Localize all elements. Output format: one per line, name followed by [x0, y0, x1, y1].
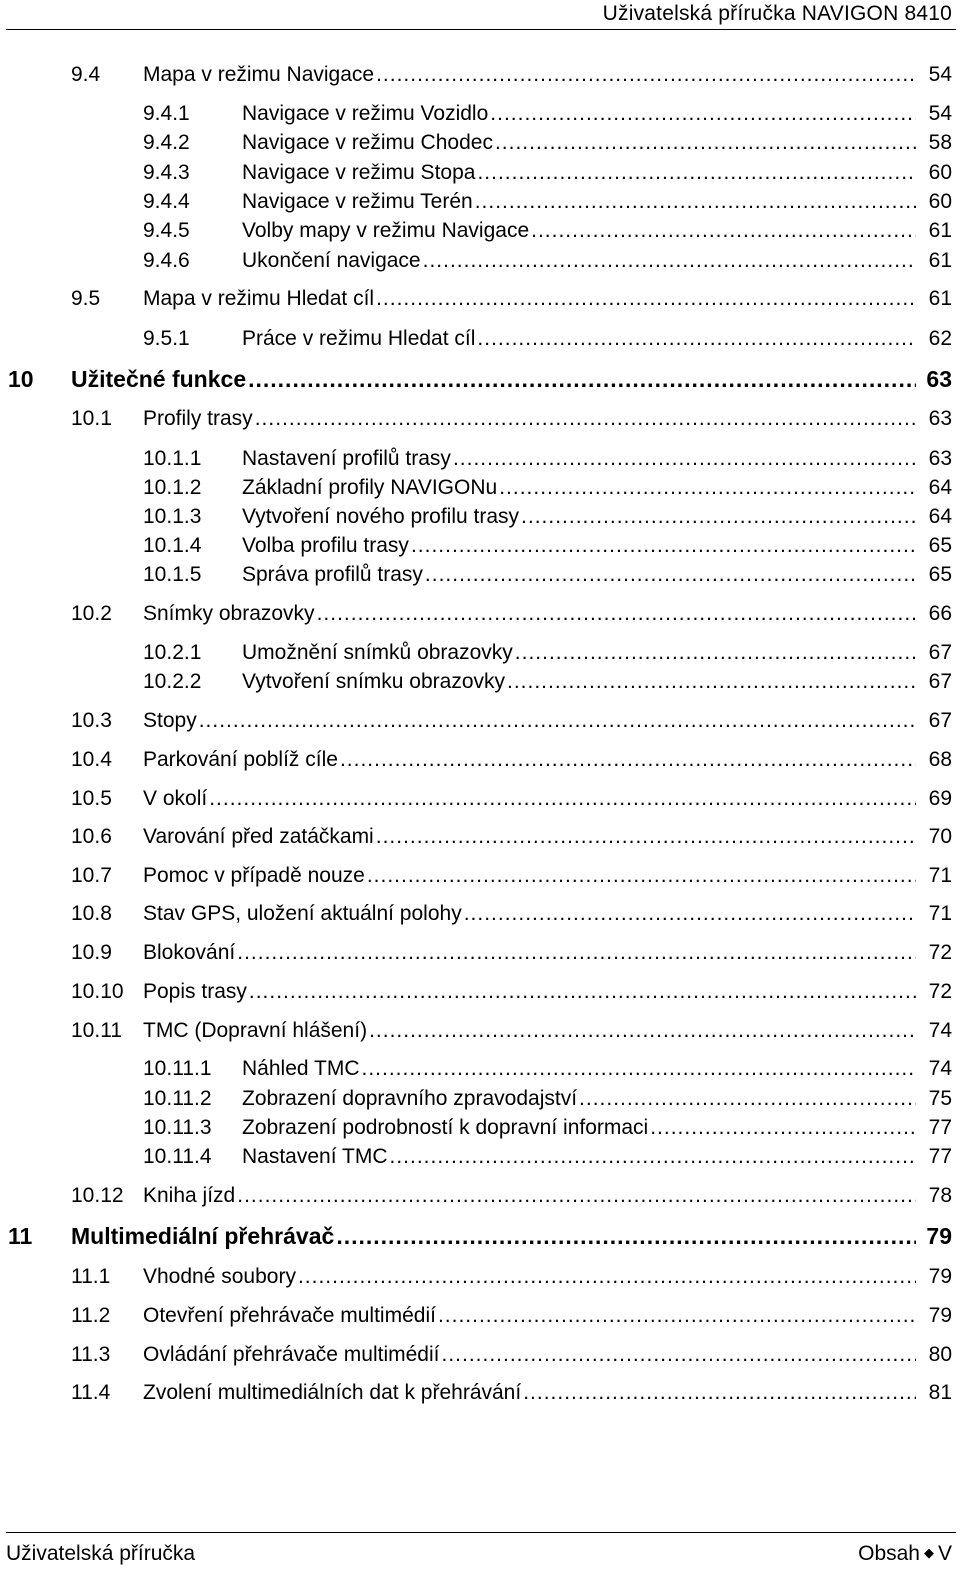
toc-entry[interactable] [0, 938, 960, 968]
toc-entry-number: 11.1 [71, 1265, 111, 1288]
toc-entry-title: Volby mapy v režimu Navigace [242, 219, 530, 242]
toc-entry-number: 9.4.6 [143, 249, 190, 272]
toc-entry-number: 9.4.2 [143, 131, 190, 154]
dot-leader [376, 822, 916, 852]
toc-entry-title: Varování před zatáčkami [143, 825, 374, 848]
dot-leader [369, 1016, 916, 1046]
toc-entry-page: 61 [928, 219, 952, 242]
toc-entry-page: 79 [928, 1304, 952, 1327]
toc-entry[interactable] [0, 284, 960, 314]
toc-entry[interactable] [0, 246, 960, 276]
toc-entry-page: 71 [928, 864, 952, 887]
toc-entry[interactable] [0, 60, 960, 90]
dot-leader [477, 158, 916, 188]
toc-entry-page: 70 [928, 825, 952, 848]
toc-entry-page: 71 [928, 902, 952, 925]
dot-leader [376, 60, 916, 90]
toc-entry[interactable] [0, 638, 960, 668]
toc-entry-number: 10.11 [71, 1019, 122, 1042]
toc-entry-page: 60 [928, 190, 952, 213]
toc-entry-title: Stopy [143, 709, 197, 732]
toc-entry-page: 72 [928, 941, 952, 964]
toc-entry[interactable] [0, 1301, 960, 1331]
toc-entry[interactable] [0, 364, 960, 394]
toc-entry[interactable] [0, 667, 960, 697]
footer-rule [6, 1532, 956, 1533]
toc-entry[interactable] [0, 822, 960, 852]
footer-right [858, 1542, 952, 1566]
toc-entry-number: 10.8 [71, 902, 112, 925]
toc-entry-title: Vytvoření snímku obrazovky [242, 670, 505, 693]
toc-entry-number: 10.1.3 [143, 505, 202, 528]
toc-entry[interactable] [0, 599, 960, 629]
toc-entry[interactable] [0, 502, 960, 532]
toc-entry-title: Nastavení TMC [242, 1145, 388, 1168]
toc-entry-page: 74 [928, 1019, 952, 1042]
toc-entry-page: 67 [928, 709, 952, 732]
toc-entry-page: 66 [928, 602, 952, 625]
toc-entry-number: 10.7 [71, 864, 112, 887]
dot-leader [340, 745, 916, 775]
toc-entry-number: 11.2 [71, 1304, 111, 1327]
toc-entry-page: 54 [928, 63, 952, 86]
toc-entry-title: Náhled TMC [242, 1057, 360, 1080]
dot-leader [255, 404, 916, 434]
dot-leader [376, 284, 916, 314]
toc-entry-number: 10.11.2 [143, 1087, 212, 1110]
toc-entry-page: 62 [928, 327, 952, 350]
toc-entry-page: 74 [928, 1057, 952, 1080]
toc-entry-title: Správa profilů trasy [242, 563, 423, 586]
toc-entry-title: Zobrazení podrobností k dopravní informaci [242, 1116, 649, 1139]
dot-leader [515, 638, 916, 668]
toc-entry-title: Profily trasy [143, 407, 253, 430]
toc-entry[interactable] [0, 977, 960, 1007]
toc-entry-page: 69 [928, 787, 952, 810]
toc-entry-page: 72 [928, 980, 952, 1003]
toc-entry[interactable] [0, 1054, 960, 1084]
toc-entry[interactable] [0, 324, 960, 354]
toc-entry-title: Navigace v režimu Chodec [242, 131, 493, 154]
toc-entry-number: 9.5.1 [143, 327, 190, 350]
toc-entry-title: Základní profily NAVIGONu [242, 476, 498, 499]
toc-entry-title: Vhodné soubory [143, 1265, 296, 1288]
dot-leader [464, 899, 916, 929]
toc-entry-title: Ukončení navigace [242, 249, 421, 272]
toc-entry[interactable] [0, 404, 960, 434]
dot-leader [199, 706, 916, 736]
dot-leader [248, 364, 916, 394]
dot-leader [367, 861, 916, 891]
dot-leader [531, 216, 916, 246]
toc-entry-page: 60 [928, 161, 952, 184]
toc-entry-page: 80 [928, 1343, 952, 1366]
toc-entry-number: 11.3 [71, 1343, 111, 1366]
toc-entry-page: 58 [928, 131, 952, 154]
toc-entry[interactable] [0, 444, 960, 474]
dot-leader [362, 1054, 917, 1084]
toc-entry[interactable] [0, 1016, 960, 1046]
dot-leader [499, 473, 916, 503]
toc-entry-title: Navigace v režimu Terén [242, 190, 473, 213]
toc-entry-page: 61 [928, 249, 952, 272]
toc-entry[interactable] [0, 1181, 960, 1211]
toc-entry-number: 11 [8, 1223, 33, 1249]
toc-entry-title: Pomoc v případě nouze [143, 864, 365, 887]
dot-leader [298, 1262, 916, 1292]
toc-entry-title: Nastavení profilů trasy [242, 447, 451, 470]
dot-leader [523, 1378, 916, 1408]
toc-entry[interactable] [0, 1378, 960, 1408]
dot-leader [336, 1221, 916, 1251]
toc-entry-title: Stav GPS, uložení aktuální polohy [143, 902, 462, 925]
toc-entry[interactable] [0, 1221, 960, 1251]
toc-entry-page: 64 [928, 476, 952, 499]
toc-entry-title: Blokování [143, 941, 236, 964]
toc-entry[interactable] [0, 473, 960, 503]
toc-entry-number: 11.4 [71, 1381, 111, 1404]
dot-leader [425, 560, 916, 590]
toc-entry-number: 10.3 [71, 709, 112, 732]
dot-leader [237, 1181, 916, 1211]
toc-entry-number: 10.1.4 [143, 534, 202, 557]
toc-entry-number: 10.1.2 [143, 476, 202, 499]
toc-entry-number: 10.12 [71, 1184, 124, 1207]
toc-entry-title: TMC (Dopravní hlášení) [143, 1019, 368, 1042]
dot-leader [237, 938, 916, 968]
toc-entry-page: 81 [928, 1381, 952, 1404]
dot-leader [411, 531, 916, 561]
toc-entry-number: 10.2.1 [143, 641, 202, 664]
toc-entry-title: Užitečné funkce [71, 366, 247, 392]
dot-leader [423, 246, 916, 276]
toc-entry-title: Ovládání přehrávače multimédií [143, 1343, 440, 1366]
dot-leader [453, 444, 916, 474]
toc-entry-page: 79 [926, 1223, 952, 1249]
footer-section-label: Obsah [858, 1542, 920, 1565]
toc-entry[interactable] [0, 187, 960, 217]
toc-entry-page: 63 [928, 407, 952, 430]
toc-entry[interactable] [0, 745, 960, 775]
toc-entry-page: 77 [928, 1145, 952, 1168]
toc-entry-title: Zobrazení dopravního zpravodajství [242, 1087, 578, 1110]
toc-entry-number: 10.11.1 [143, 1057, 212, 1080]
toc-entry-page: 65 [928, 534, 952, 557]
dot-leader [521, 502, 916, 532]
toc-entry[interactable] [0, 1084, 960, 1114]
toc-entry-number: 10.11.4 [143, 1145, 212, 1168]
toc-entry-number: 10.1.5 [143, 563, 202, 586]
toc-entry-title: Popis trasy [143, 980, 247, 1003]
toc-entry-number: 9.4.3 [143, 161, 190, 184]
toc-entry-title: Multimediální přehrávač [71, 1223, 335, 1249]
toc-entry[interactable] [0, 1113, 960, 1143]
dot-leader [209, 784, 916, 814]
toc-entry[interactable] [0, 531, 960, 561]
dot-leader [495, 128, 916, 158]
toc-entry[interactable] [0, 216, 960, 246]
toc-entry-title: Navigace v režimu Stopa [242, 161, 476, 184]
toc-entry-number: 10.11.3 [143, 1116, 212, 1139]
toc-entry[interactable] [0, 99, 960, 129]
toc-entry[interactable] [0, 1340, 960, 1370]
toc-entry-title: V okolí [143, 787, 208, 810]
dot-leader [390, 1142, 917, 1172]
toc-entry-page: 78 [928, 1184, 952, 1207]
dot-leader [441, 1340, 916, 1370]
toc-entry-page: 67 [928, 670, 952, 693]
toc-entry-page: 75 [928, 1087, 952, 1110]
toc-entry[interactable] [0, 560, 960, 590]
toc-entry-page: 64 [928, 505, 952, 528]
diamond-bullet-icon: ◆ [923, 1545, 934, 1560]
toc-entry[interactable] [0, 1142, 960, 1172]
toc-entry-number: 10.1.1 [143, 447, 202, 470]
toc-entry-title: Mapa v režimu Navigace [143, 63, 375, 86]
toc-entry[interactable] [0, 861, 960, 891]
toc-entry-title: Umožnění snímků obrazovky [242, 641, 513, 664]
toc-entry-page: 63 [928, 447, 952, 470]
dot-leader [475, 187, 916, 217]
toc-entry-title: Parkování poblíž cíle [143, 748, 338, 771]
toc-entry-page: 77 [928, 1116, 952, 1139]
toc-entry-number: 10.1 [71, 407, 112, 430]
toc-entry-page: 54 [928, 102, 952, 125]
toc-entry-number: 10.2 [71, 602, 112, 625]
toc-entry-number: 9.4 [71, 63, 101, 86]
dot-leader [650, 1113, 916, 1143]
dot-leader [490, 99, 916, 129]
toc-entry[interactable] [0, 1262, 960, 1292]
toc-entry[interactable] [0, 899, 960, 929]
toc-entry-number: 10.9 [71, 941, 112, 964]
toc-entry[interactable] [0, 784, 960, 814]
dot-leader [579, 1084, 916, 1114]
toc-entry-page: 65 [928, 563, 952, 586]
toc-entry-page: 61 [928, 287, 952, 310]
toc-entry-number: 10 [8, 366, 34, 392]
footer-page-number: V [937, 1542, 952, 1565]
dot-leader [438, 1301, 916, 1331]
footer-left-label: Uživatelská příručka [6, 1542, 196, 1565]
toc-entry-number: 10.2.2 [143, 670, 202, 693]
toc-entry-title: Zvolení multimediálních dat k přehrávání [143, 1381, 522, 1404]
dot-leader [249, 977, 916, 1007]
toc-entry-number: 10.5 [71, 787, 112, 810]
toc-entry-title: Snímky obrazovky [143, 602, 315, 625]
toc-entry-page: 79 [928, 1265, 952, 1288]
toc-entry-page: 63 [926, 366, 952, 392]
toc-entry-title: Volba profilu trasy [242, 534, 409, 557]
dot-leader [477, 324, 916, 354]
toc-entry-page: 68 [928, 748, 952, 771]
dot-leader [317, 599, 916, 629]
toc-entry-number: 9.4.4 [143, 190, 190, 213]
toc-entry-number: 10.6 [71, 825, 112, 848]
toc-entry-number: 10.4 [71, 748, 112, 771]
toc-entry-number: 10.10 [71, 980, 124, 1003]
toc-entry-number: 9.4.5 [143, 219, 190, 242]
toc-entry-title: Navigace v režimu Vozidlo [242, 102, 489, 125]
toc-entry[interactable] [0, 158, 960, 188]
toc-entry-number: 9.4.1 [143, 102, 190, 125]
toc-entry-title: Vytvoření nového profilu trasy [242, 505, 520, 528]
toc-entry-number: 9.5 [71, 287, 101, 310]
toc-entry-title: Práce v režimu Hledat cíl [242, 327, 476, 350]
toc-entry-page: 67 [928, 641, 952, 664]
dot-leader [507, 667, 916, 697]
toc-entry-title: Kniha jízd [143, 1184, 236, 1207]
toc-entry-title: Otevření přehrávače multimédií [143, 1304, 436, 1327]
toc-entry[interactable] [0, 706, 960, 736]
page-header-title: Uživatelská příručka NAVIGON 8410 [602, 2, 952, 25]
toc-entry[interactable] [0, 128, 960, 158]
toc-entry-title: Mapa v režimu Hledat cíl [143, 287, 375, 310]
